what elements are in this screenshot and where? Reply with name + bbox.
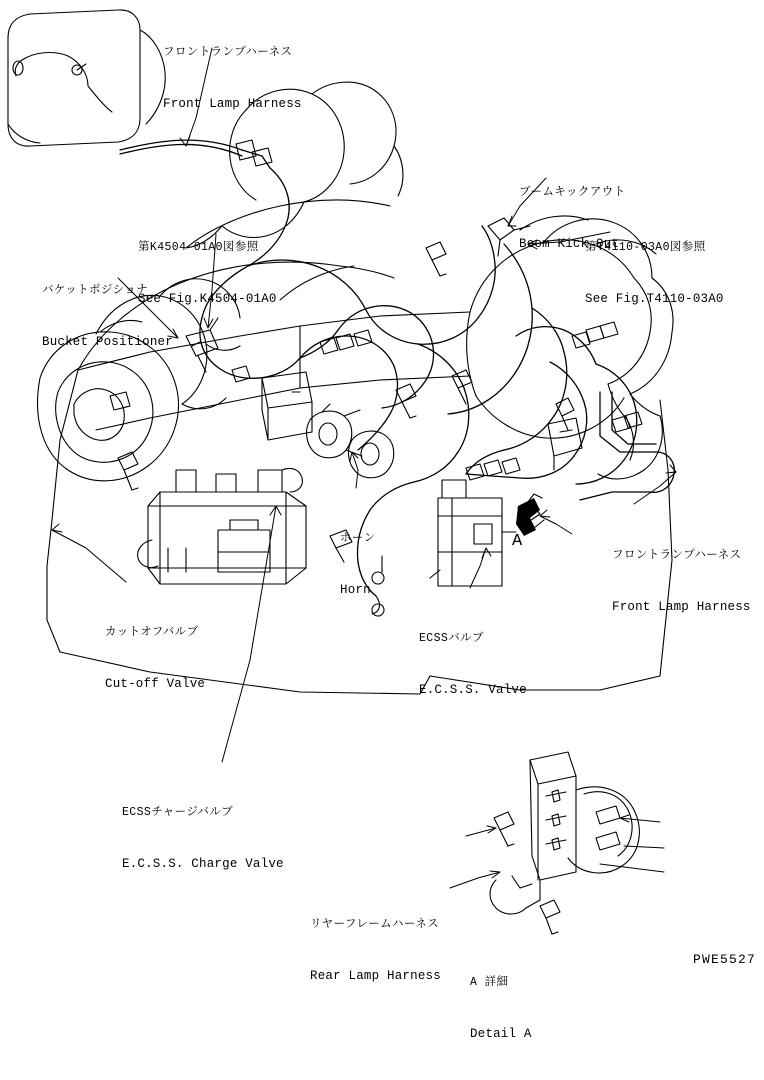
label-front-lamp-harness-top bbox=[163, 8, 302, 150]
label-bucket-positioner bbox=[42, 246, 173, 388]
label-jp: フロントランプハーネス bbox=[163, 45, 293, 59]
left-cover-panel bbox=[8, 10, 165, 146]
label-jp: ECSSバルブ bbox=[419, 631, 484, 645]
label-front-lamp-harness-right bbox=[612, 511, 751, 653]
label-jp: A 詳細 bbox=[470, 975, 509, 989]
label-en: Detail A bbox=[470, 1027, 532, 1042]
label-jp: カットオフバルブ bbox=[105, 625, 199, 639]
ecss-valve-block bbox=[430, 480, 516, 586]
label-jp: フロントランプハーネス bbox=[612, 548, 742, 562]
label-ecss-valve bbox=[419, 594, 527, 736]
label-jp: ブームキックアウト bbox=[519, 185, 626, 199]
section-mark-a-letter: A bbox=[512, 532, 523, 551]
label-jp: ECSSチャージバルブ bbox=[122, 805, 234, 819]
label-jp: バケットポジショナ bbox=[42, 283, 149, 297]
label-en: Rear Lamp Harness bbox=[310, 969, 441, 984]
label-cut-off-valve bbox=[105, 588, 205, 730]
label-rear-lamp-harness bbox=[310, 880, 441, 1022]
label-see-fig-t4110 bbox=[585, 203, 724, 345]
horn-assembly bbox=[307, 404, 394, 478]
detail-a-assembly bbox=[490, 752, 639, 934]
label-jp: ホーン bbox=[340, 531, 376, 545]
label-en: See Fig.T4110-03A0 bbox=[585, 292, 724, 307]
label-en: Bucket Positioner bbox=[42, 335, 173, 350]
label-jp: 第T4110-03A0図参照 bbox=[585, 240, 706, 254]
cut-off-valve-block bbox=[138, 468, 306, 584]
label-en: Cut-off Valve bbox=[105, 677, 206, 692]
control-box bbox=[262, 372, 312, 440]
label-ecss-charge-valve bbox=[122, 768, 284, 910]
label-en: E.C.S.S. Charge Valve bbox=[122, 857, 284, 872]
label-horn bbox=[340, 494, 378, 636]
label-en: Horn bbox=[340, 583, 371, 598]
label-en: Boom Kick Out bbox=[519, 237, 620, 252]
label-en: Front Lamp Harness bbox=[612, 600, 751, 615]
label-detail-a bbox=[470, 938, 532, 1080]
label-jp: リヤーフレームハーネス bbox=[310, 917, 440, 931]
label-jp: 第K4504-01A0図参照 bbox=[138, 240, 259, 254]
label-en: Front Lamp Harness bbox=[163, 97, 302, 112]
label-en: See Fig.K4504-01A0 bbox=[138, 292, 277, 307]
label-en: E.C.S.S. Valve bbox=[419, 683, 527, 698]
right-relay-box bbox=[548, 418, 582, 470]
drawing-part-number: PWE5527 bbox=[692, 952, 756, 967]
